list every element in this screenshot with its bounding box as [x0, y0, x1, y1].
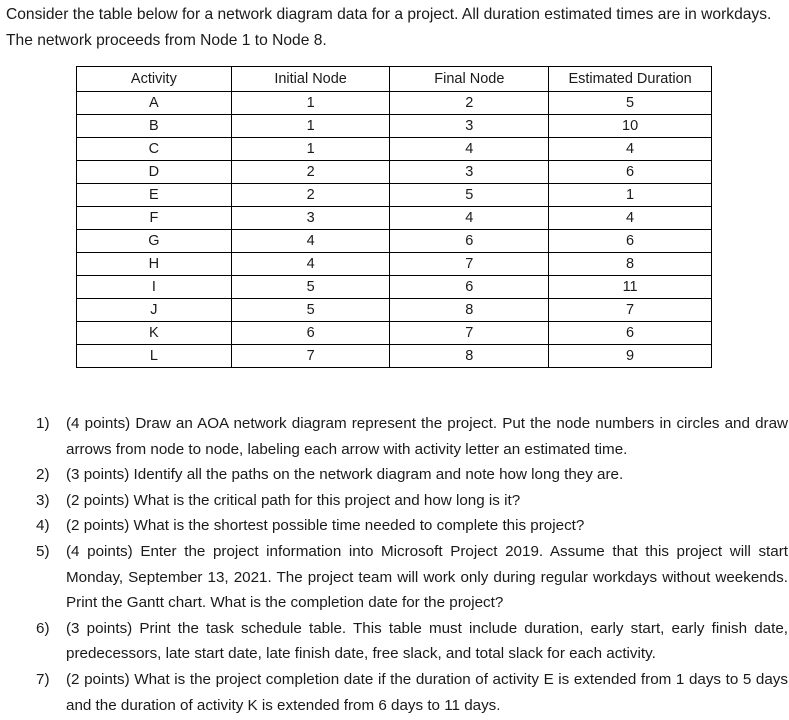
question-number: 1): [36, 415, 50, 432]
cell-final-node: 6: [390, 230, 549, 253]
cell-final-node: 7: [390, 322, 549, 345]
cell-activity: D: [77, 161, 232, 184]
cell-initial-node: 7: [231, 345, 390, 368]
table-row: [77, 253, 712, 276]
table-row: [77, 299, 712, 322]
cell-initial-node: 5: [231, 276, 390, 299]
question-number: 7): [36, 670, 50, 688]
cell-duration: 8: [549, 253, 712, 276]
cell-initial-node: 2: [231, 184, 390, 207]
question-text: (2 points) What is the project completion date if the duration of activity E is extended from 1 days to 5 days and the duration of activity K is extended from 6 days to 11 days.: [66, 670, 788, 714]
question-text: (3 points) Identify all the paths on the network diagram and note how long they are.: [66, 466, 624, 484]
question-text: (2 points) What is the critical path for this project and how long is it?: [66, 491, 521, 509]
cell-duration: 7: [549, 299, 712, 322]
cell-initial-node: 5: [231, 299, 390, 322]
cell-initial-node: 1: [231, 138, 390, 161]
cell-activity: L: [77, 345, 232, 368]
cell-activity: F: [77, 207, 232, 230]
table-header-row: [77, 67, 712, 92]
cell-initial-node: 2: [231, 161, 390, 184]
header-final-node: Final Node: [390, 67, 549, 92]
cell-final-node: 4: [390, 207, 549, 230]
cell-duration: 10: [549, 115, 712, 138]
question-item: [36, 539, 788, 616]
cell-duration: 5: [549, 92, 712, 115]
cell-activity: C: [77, 138, 232, 161]
question-item: [36, 513, 788, 539]
cell-activity: J: [77, 299, 232, 322]
cell-final-node: 2: [390, 92, 549, 115]
question-number: 3): [36, 491, 50, 509]
cell-initial-node: 4: [231, 253, 390, 276]
cell-final-node: 6: [390, 276, 549, 299]
cell-final-node: 8: [390, 345, 549, 368]
table-row: [77, 207, 712, 230]
cell-duration: 1: [549, 184, 712, 207]
cell-activity: H: [77, 253, 232, 276]
cell-final-node: 3: [390, 161, 549, 184]
cell-initial-node: 3: [231, 207, 390, 230]
cell-duration: 11: [549, 276, 712, 299]
question-item: [36, 616, 788, 667]
cell-activity: B: [77, 115, 232, 138]
cell-duration: 6: [549, 161, 712, 184]
cell-initial-node: 4: [231, 230, 390, 253]
question-text: (4 points) Draw an AOA network diagram represent the project. Put the node numbers in circles and draw arrows from node to node, labeling each arrow with activity letter an estimated time.: [66, 415, 788, 458]
cell-final-node: 3: [390, 115, 549, 138]
table-row: [77, 138, 712, 161]
cell-final-node: 8: [390, 299, 549, 322]
cell-initial-node: 1: [231, 92, 390, 115]
cell-duration: 4: [549, 207, 712, 230]
network-data-table: [76, 66, 712, 368]
cell-final-node: 7: [390, 253, 549, 276]
cell-final-node: 4: [390, 138, 549, 161]
cell-activity: I: [77, 276, 232, 299]
header-activity: Activity: [77, 67, 232, 92]
question-text: (4 points) Enter the project information into Microsoft Project 2019. Assume that this project will start Monday, September 13, 2021. The project team will work only during regular workdays without weekends. Print the Gantt chart. What is the completion date for the project?: [66, 542, 788, 612]
cell-duration: 4: [549, 138, 712, 161]
question-item: [36, 667, 788, 718]
table-row: [77, 230, 712, 253]
cell-activity: E: [77, 184, 232, 207]
cell-duration: 6: [549, 230, 712, 253]
question-list: [36, 411, 788, 718]
cell-initial-node: 1: [231, 115, 390, 138]
table-row: [77, 161, 712, 184]
cell-initial-node: 6: [231, 322, 390, 345]
table-row: [77, 345, 712, 368]
table-row: [77, 276, 712, 299]
question-number: 2): [36, 466, 50, 484]
cell-activity: A: [77, 92, 232, 115]
cell-final-node: 5: [390, 184, 549, 207]
cell-activity: K: [77, 322, 232, 345]
question-text: (2 points) What is the shortest possible time needed to complete this project?: [66, 517, 585, 535]
question-text: (3 points) Print the task schedule table. This table must include duration, early start, early finish date, predecessors, late start date, late finish date, free slack, and total slack for each activity.: [66, 619, 788, 663]
table-row: [77, 115, 712, 138]
table-row: [77, 92, 712, 115]
cell-duration: 9: [549, 345, 712, 368]
table-row: [77, 322, 712, 345]
table-row: [77, 184, 712, 207]
question-item: [36, 411, 788, 462]
cell-duration: 6: [549, 322, 712, 345]
cell-activity: G: [77, 230, 232, 253]
question-number: 5): [36, 542, 50, 560]
header-estimated-duration: Estimated Duration: [549, 67, 712, 92]
question-number: 6): [36, 619, 50, 637]
intro-text: Consider the table below for a network diagram data for a project. All duration estimated times are in workdays. The network proceeds from Node 1 to Node 8.: [6, 6, 772, 49]
question-item: [36, 462, 788, 488]
question-number: 4): [36, 517, 50, 535]
header-initial-node: Initial Node: [231, 67, 390, 92]
question-item: [36, 488, 788, 514]
